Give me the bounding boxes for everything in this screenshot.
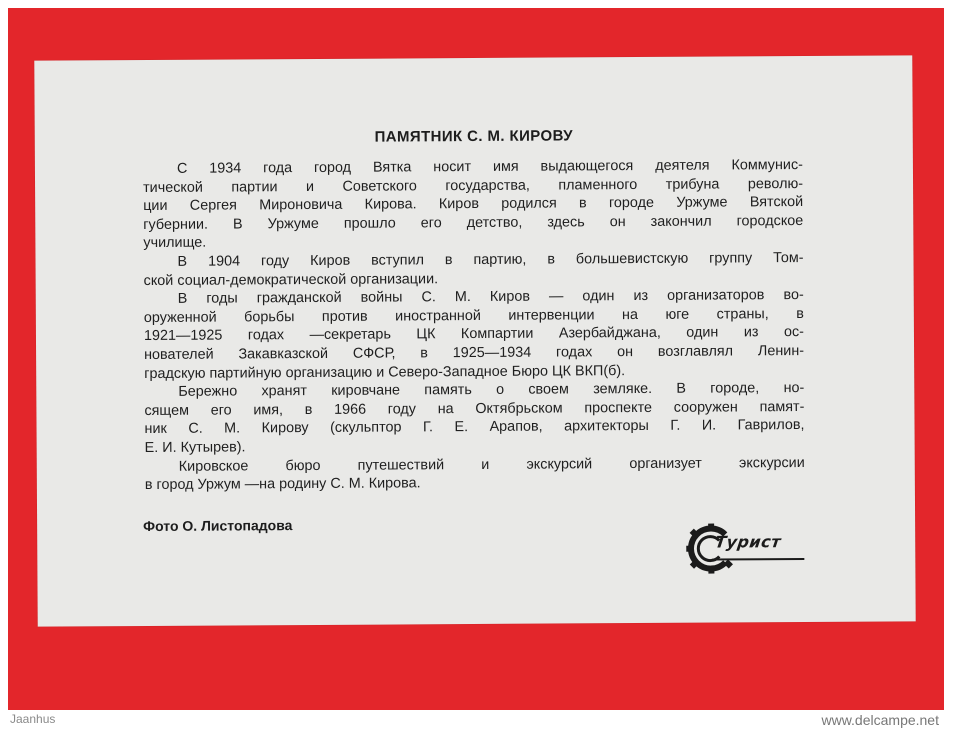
logo-wordmark: Турист [713,532,783,552]
photo-credit: Фото О. Листопадова [143,517,293,535]
watermark-left: Jaanhus [10,712,56,726]
text-line: ник С. М. Кирову (скульптор Г. Е. Арапов, архитекторы Г. И. Гаврилов, [144,417,805,438]
logo-underline [712,558,804,561]
text-line: В годы гражданской войны С. М. Киров — один из организаторов во- [177,287,804,307]
text-line: Бережно хранят кировчане память о своем земляке. В городе, но- [178,380,805,400]
text-line: сящем его имя, в 1966 году на Октябрьском проспекте сооружен памят- [144,398,805,419]
turist-logo [685,522,809,577]
text-line: Кировское бюро путешествий и экскурсий организует экскурсии [178,454,805,475]
watermark-right: www.delcampe.net [821,712,939,728]
text-line: В 1904 году Киров вступил в партию, в большевистскую группу Том- [177,249,804,270]
text-line: Е. И. Кутырев). [144,439,246,456]
text-line: губернии. В Уржуме прошло его детство, здесь он закончил городское [143,212,804,233]
text-line: нователей Закавказской СФСР, в 1925—1934 годах он возглавлял Ленин- [144,342,805,363]
postcard-back [34,55,915,626]
text-line: ской социал-демократической организации. [143,270,439,289]
card-title: ПАМЯТНИК С. М. КИРОВУ [374,127,573,146]
text-line: С 1934 года город Вятка носит имя выдающегося деятеля Коммунис- [176,156,803,177]
text-line: градскую партийную организацию и Северо-Западное Бюро ЦК ВКП(б). [144,362,626,382]
text-line: в город Уржум —на родину С. М. Кирова. [144,475,421,494]
card-body-text [143,156,805,495]
text-line: 1921—1925 годах —секретарь ЦК Компартии Азербайджана, один из ос- [143,324,805,345]
text-line: ции Сергея Мироновича Кирова. Киров родился в городе Уржуме Вятской [143,194,804,215]
text-line: оруженной борьбы против иностранной интервенции на юге страны, в [143,305,804,326]
text-line: училище. [143,235,207,252]
text-line: тической партии и Советского государства, пламенного трибуна револю- [143,175,804,196]
